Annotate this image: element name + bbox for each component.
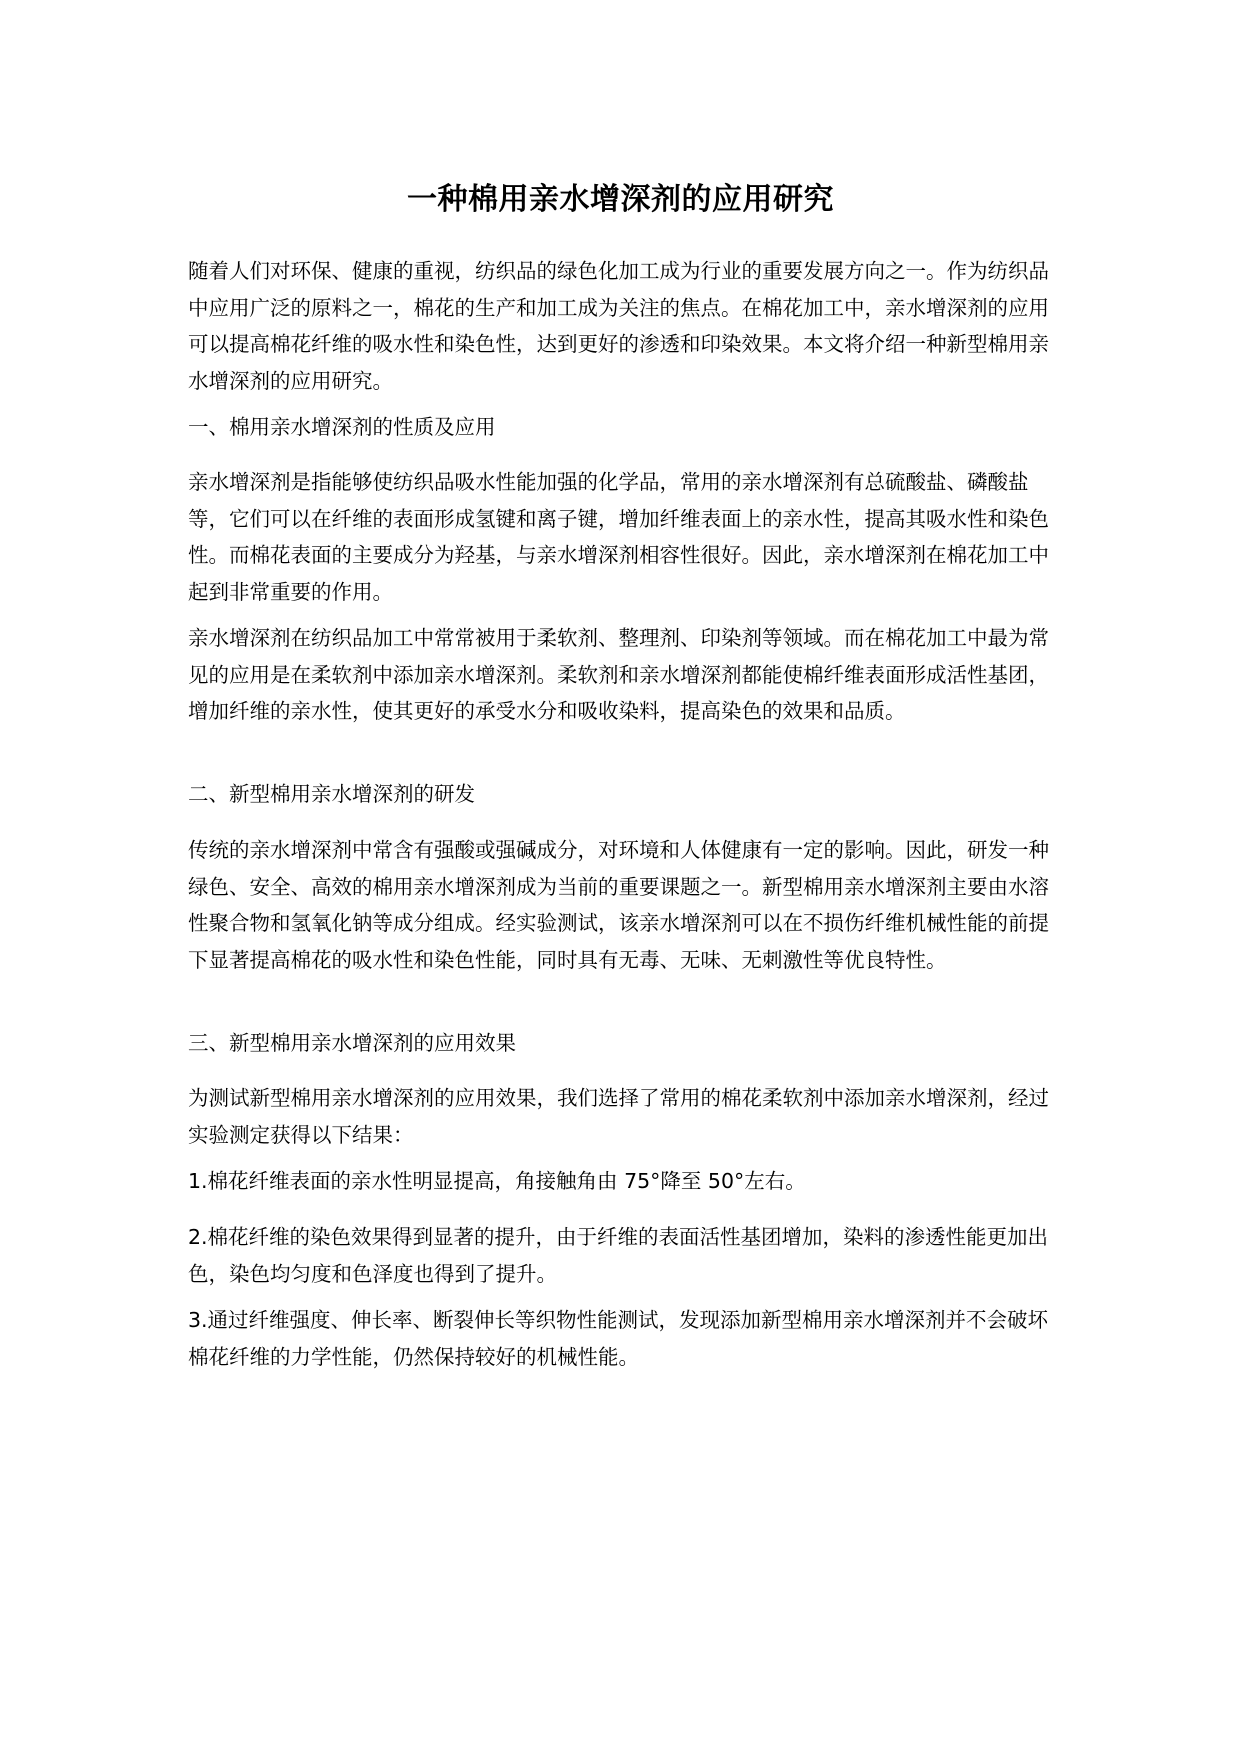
section-heading-2: 二、新型棉用亲水增深剂的研发 [188,782,475,806]
result-item-2: 2.棉花纤维的染色效果得到显著的提升，由于纤维的表面活性基团增加，染料的渗透性能更加出色，染色均匀度和色泽度也得到了提升。 [188,1225,1049,1286]
result-item-1: 1.棉花纤维表面的亲水性明显提高，角接触角由 75°降至 50°左右。 [188,1169,806,1193]
document-title: 一种棉用亲水增深剂的应用研究 [407,182,834,217]
result-item-3: 3.通过纤维强度、伸长率、断裂伸长等织物性能测试，发现添加新型棉用亲水增深剂并不会破坏棉花纤维的力学性能，仍然保持较好的机械性能。 [188,1308,1049,1369]
section2-paragraph-1: 传统的亲水增深剂中常含有强酸或强碱成分，对环境和人体健康有一定的影响。因此，研发一种绿色、安全、高效的棉用亲水增深剂成为当前的重要课题之一。新型棉用亲水增深剂主要由水溶性聚合物和氢氧化钠等成分组成。经实验测试，该亲水增深剂可以在不损伤纤维机械性能的前提下显著提高棉花的吸水性和染色性能，同时具有无毒、无味、无刺激性等优良特性。 [188,838,1049,972]
section1-paragraph-2: 亲水增深剂在纺织品加工中常常被用于柔软剂、整理剂、印染剂等领域。而在棉花加工中最为常见的应用是在柔软剂中添加亲水增深剂。柔软剂和亲水增深剂都能使棉纤维表面形成活性基团，增加纤维的亲水性，使其更好的承受水分和吸收染料，提高染色的效果和品质。 [188,626,1049,723]
section-heading-3: 三、新型棉用亲水增深剂的应用效果 [188,1031,516,1055]
intro-paragraph: 随着人们对环保、健康的重视，纺织品的绿色化加工成为行业的重要发展方向之一。作为纺织品中应用广泛的原料之一，棉花的生产和加工成为关注的焦点。在棉花加工中，亲水增深剂的应用可以提高棉花纤维的吸水性和染色性，达到更好的渗透和印染效果。本文将介绍一种新型棉用亲水增深剂的应用研究。 [188,259,1049,393]
section1-paragraph-1: 亲水增深剂是指能够使纺织品吸水性能加强的化学品，常用的亲水增深剂有总硫酸盐、磷酸盐等，它们可以在纤维的表面形成氢键和离子键，增加纤维表面上的亲水性，提高其吸水性和染色性。而棉花表面的主要成分为羟基，与亲水增深剂相容性很好。因此，亲水增深剂在棉花加工中起到非常重要的作用。 [188,470,1049,604]
section-heading-1: 一、棉用亲水增深剂的性质及应用 [188,415,496,439]
section3-paragraph-1: 为测试新型棉用亲水增深剂的应用效果，我们选择了常用的棉花柔软剂中添加亲水增深剂，经过实验测定获得以下结果： [188,1086,1049,1147]
